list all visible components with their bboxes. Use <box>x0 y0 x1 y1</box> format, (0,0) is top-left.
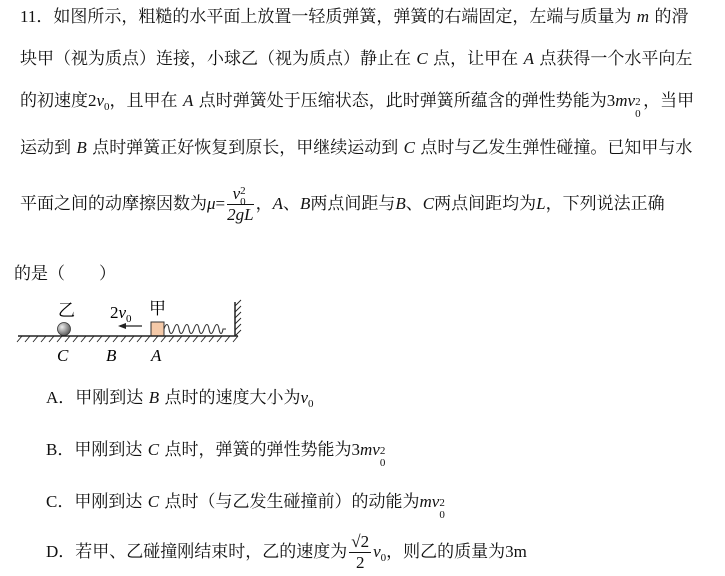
wall-hatch <box>235 300 241 336</box>
physics-figure <box>14 292 254 368</box>
option-d[interactable]: D．若甲、乙碰撞刚结束时，乙的速度为 $\frac{√2}{2}$ $v_0$，则乙的质量为3m <box>46 532 527 572</box>
question-line-4: 运动到 B 点时弹簧正好恢复到原长，甲继续运动到 C 点时与乙发生弹性碰撞。已知甲与水 <box>20 138 693 158</box>
question-number: 11 <box>20 7 37 26</box>
speed-fraction: $\frac{√2}{2}$ <box>351 532 370 572</box>
point-label-B: B <box>106 346 117 365</box>
question-line-6: 的是（ ） <box>14 264 116 284</box>
question-line-3: 的初速度$2v_0$，且甲在 A 点时弹簧处于压缩状态，此时弹簧所蕴含的弹性势能为3mv 2 0 ，当甲 <box>20 91 695 120</box>
label-yi: 乙 <box>58 301 75 320</box>
block-jia <box>151 322 164 336</box>
point-label-A: A <box>151 346 162 365</box>
option-b[interactable]: B．甲刚到达 C 点时，弹簧的弹性势能为3mv 2 0 <box>46 440 386 469</box>
ground-hatch <box>17 336 238 342</box>
point-label-C: C <box>57 346 69 365</box>
option-c[interactable]: C．甲刚到达 C 点时（与乙发生碰撞前）的动能为mv 2 0 <box>46 492 445 521</box>
label-jia: 甲 <box>149 299 166 318</box>
question-line-1: 11．如图所示，粗糙的水平面上放置一轻质弹簧，弹簧的右端固定，左端与质量为 m 的滑 <box>20 7 689 27</box>
velocity-arrowhead <box>118 323 126 329</box>
question-line-5: 平面之间的动摩擦因数为μ= v 2 0 2gL ，A、B两点间距与B、C两点间距均为L，下列说法正确 <box>20 183 665 225</box>
spring <box>164 325 226 334</box>
question-line-2: 块甲（视为质点）连接，小球乙（视为质点）静止在 C 点，让甲在 A 点获得一个水平向左 <box>20 49 693 69</box>
label-velocity: $2v_0$ <box>110 303 132 325</box>
mu-fraction: v 2 0 2gL <box>227 183 254 225</box>
option-a[interactable]: A．甲刚到达 B 点时的速度大小为$v_0$ <box>46 388 314 410</box>
ball-yi <box>58 323 71 336</box>
